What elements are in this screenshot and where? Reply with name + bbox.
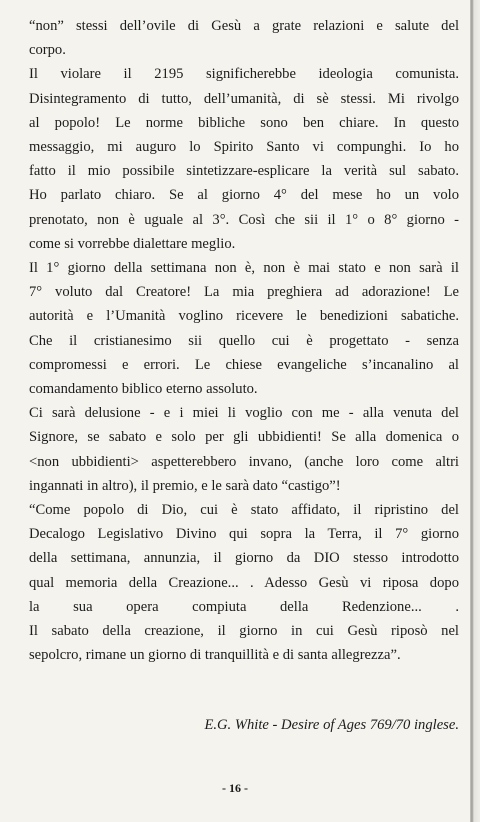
text-line: Ci sarà delusione - e i miei li voglio con me - alla venuta del (29, 405, 459, 422)
text-line: fatto il mio possibile sintetizzare-esplicare la verità sul sabato. (29, 163, 459, 180)
text-line: compromessi e errori. Le chiese evangeliche s’incanalino al (29, 356, 459, 373)
text-line: Il sabato della creazione, il giorno in cui Gesù riposò nel (29, 623, 459, 640)
text-line: “Come popolo di Dio, cui è stato affidato, il ripristino del (29, 502, 459, 519)
text-line: Disintegramento di tutto, dell’umanità, di sè stessi. Mi rivolgo (29, 90, 459, 107)
text-line: corpo. (29, 42, 66, 59)
page-number: - 16 - (222, 781, 248, 795)
text-line: Decalogo Legislativo Divino qui sopra la Terra, il 7° giorno (29, 526, 459, 543)
citation: E.G. White - Desire of Ages 769/70 inglese. (204, 717, 459, 733)
text-line: autorità e l’Umanità voglino ricevere le benedizioni sabatiche. (29, 308, 459, 325)
text-line: qual memoria della Creazione... . Adesso Gesù vi riposa dopo (29, 574, 459, 591)
text-line: ingannati in altro), il premio, e le sarà dato “castigo”! (29, 477, 341, 494)
text-line: della settimana, annunzia, il giorno da DIO stesso introdotto (29, 550, 459, 567)
text-line: Il violare il 2195 significherebbe ideologia comunista. (29, 66, 459, 83)
text-line: Il 1° giorno della settimana non è, non è mai stato e non sarà il (29, 260, 459, 277)
text-line: messaggio, mi auguro lo Spirito Santo vi compunghi. Io ho (29, 139, 459, 156)
text-line: 7° voluto dal Creatore! La mia preghiera ad adorazione! Le (29, 284, 459, 301)
text-line: prenotato, non è uguale al 3°. Così che sii il 1° o 8° giorno - (29, 211, 459, 228)
text-line: come si vorrebbe dialettare meglio. (29, 235, 236, 252)
text-line: Ho parlato chiaro. Se al giorno 4° del mese ho un volo (29, 187, 459, 204)
body-text (29, 14, 459, 667)
text-line: <non ubbidienti> aspetterebbero invano, (anche loro come altri (29, 453, 459, 470)
text-line: “non” stessi dell’ovile di Gesù a grate relazioni e salute del (29, 18, 459, 34)
text-line: al popolo! Le norme bibliche sono ben chiare. In questo (29, 114, 459, 131)
text-line: la sua opera compiuta della Redenzione... . (29, 598, 459, 615)
page-edge (470, 0, 480, 822)
text-line: Che il cristianesimo sii quello cui è progettato - senza (29, 332, 459, 349)
text-line: Signore, se sabato e solo per gli ubbidienti! Se alla domenica o (29, 429, 459, 446)
text-line: comandamento biblico eterno assoluto. (29, 381, 258, 398)
text-line: sepolcro, rimane un giorno di tranquillità e di santa allegrezza”. (29, 647, 401, 664)
